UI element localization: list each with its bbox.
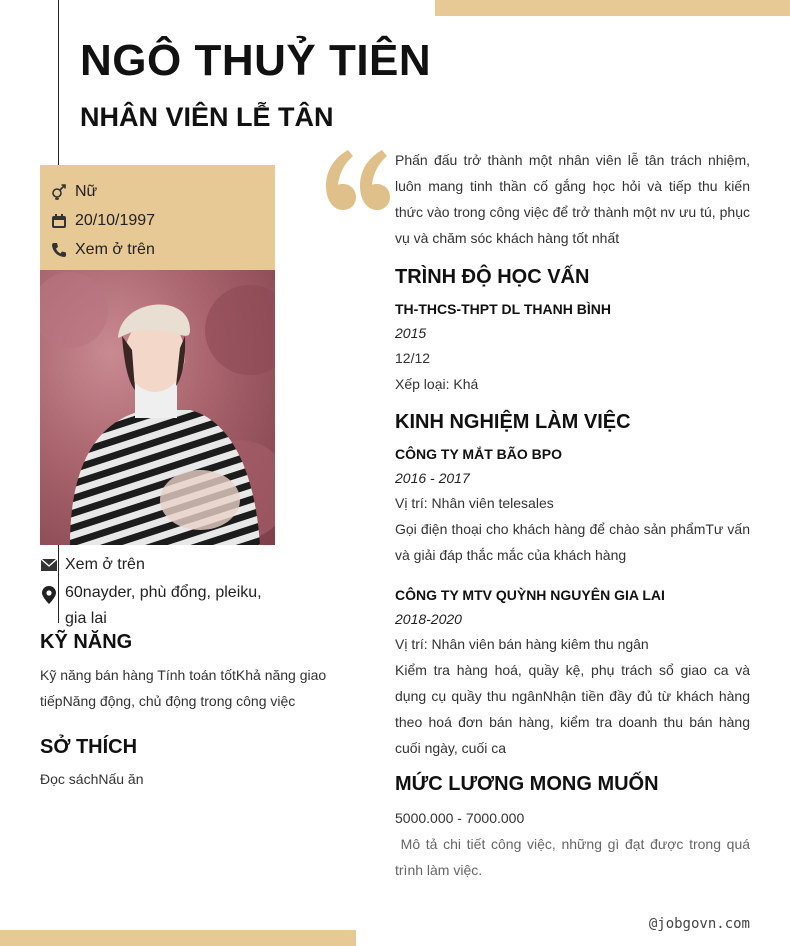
skills-text: Kỹ năng bán hàng Tính toán tốtKhả năng giao tiếpNăng động, chủ động trong công việc bbox=[40, 667, 327, 709]
salary-range: 5000.000 - 7000.000 bbox=[395, 810, 525, 826]
birthday-row bbox=[50, 206, 275, 235]
experience-item bbox=[395, 442, 750, 568]
location-icon bbox=[40, 580, 57, 632]
experience-item bbox=[395, 583, 750, 761]
salary-section bbox=[395, 773, 754, 883]
candidate-position: NHÂN VIÊN LỄ TÂN bbox=[80, 102, 334, 132]
mail-icon bbox=[40, 552, 57, 578]
education-grade: 12/12 bbox=[395, 350, 431, 366]
candidate-name: NGÔ THUỶ TIÊN bbox=[80, 36, 432, 85]
experience-heading: KINH NGHIỆM LÀM VIỆC bbox=[395, 411, 631, 433]
personal-info-box bbox=[40, 165, 275, 270]
phone-icon bbox=[50, 241, 67, 258]
email-value: Xem ở trên bbox=[65, 556, 145, 573]
experience-description: Kiểm tra hàng hoá, quầy kệ, phụ trách sổ giao ca và dụng cụ quầy thu ngânNhận tiền đầy đủ từ khách hàng theo hoá đơn bán hàng, kiểm tra doanh thu bán hàng cuối ngày, cuối ca bbox=[395, 662, 750, 756]
salary-heading: MỨC LƯƠNG MONG MUỐN bbox=[395, 773, 659, 795]
experience-company: CÔNG TY MẮT BÃO BPO bbox=[395, 446, 562, 462]
gender-icon bbox=[50, 183, 67, 200]
objective-text: Phấn đấu trở thành một nhân viên lễ tân trách nhiệm, luôn mang tinh thần cố gắng học hỏi và tiếp thu kiến thức vào trong công việc để trở thành một nv ưu tú, phục vụ và chăm sóc khách hàng tốt nhất bbox=[395, 152, 750, 246]
objective bbox=[395, 147, 750, 251]
address-value: 60nayder, phù đổng, pleiku, gia lai bbox=[65, 584, 262, 627]
experience-section bbox=[395, 411, 750, 761]
birthday-value: 20/10/1997 bbox=[75, 211, 156, 229]
calendar-icon bbox=[50, 212, 67, 229]
experience-period: 2016 - 2017 bbox=[395, 470, 470, 486]
hobbies-text: Đọc sáchNấu ăn bbox=[40, 771, 144, 787]
education-year: 2015 bbox=[395, 325, 427, 341]
bottom-accent-bar bbox=[0, 930, 356, 946]
skills-heading: KỸ NĂNG bbox=[40, 631, 133, 653]
watermark: @jobgovn.com bbox=[648, 916, 750, 932]
divider-line-top bbox=[58, 0, 59, 165]
phone-value: Xem ở trên bbox=[75, 240, 155, 258]
hobbies-heading: SỞ THÍCH bbox=[40, 736, 138, 758]
quote-icon bbox=[322, 140, 392, 220]
profile-photo bbox=[40, 270, 275, 545]
education-school: TH-THCS-THPT DL THANH BÌNH bbox=[395, 301, 611, 317]
experience-period: 2018-2020 bbox=[395, 611, 462, 627]
phone-row bbox=[50, 235, 275, 264]
salary-note: Mô tả chi tiết công việc, những gì đạt được trong quá trình làm việc. bbox=[395, 836, 754, 878]
address-row bbox=[40, 580, 275, 632]
experience-role: Vị trí: Nhân viên telesales bbox=[395, 495, 554, 511]
gender-value: Nữ bbox=[75, 182, 98, 200]
experience-description: Gọi điện thoại cho khách hàng để chào sản phẩmTư vấn và giải đáp thắc mắc của khách hàng bbox=[395, 521, 750, 563]
experience-company: CÔNG TY MTV QUỲNH NGUYÊN GIA LAI bbox=[395, 587, 665, 603]
gender-row bbox=[50, 177, 275, 206]
education-rank: Xếp loại: Khá bbox=[395, 376, 479, 392]
education-heading: TRÌNH ĐỘ HỌC VẤN bbox=[395, 266, 590, 288]
education-section bbox=[395, 266, 750, 397]
experience-role: Vị trí: Nhân viên bán hàng kiêm thu ngân bbox=[395, 636, 649, 652]
top-accent-bar bbox=[435, 0, 790, 16]
email-row bbox=[40, 552, 275, 578]
